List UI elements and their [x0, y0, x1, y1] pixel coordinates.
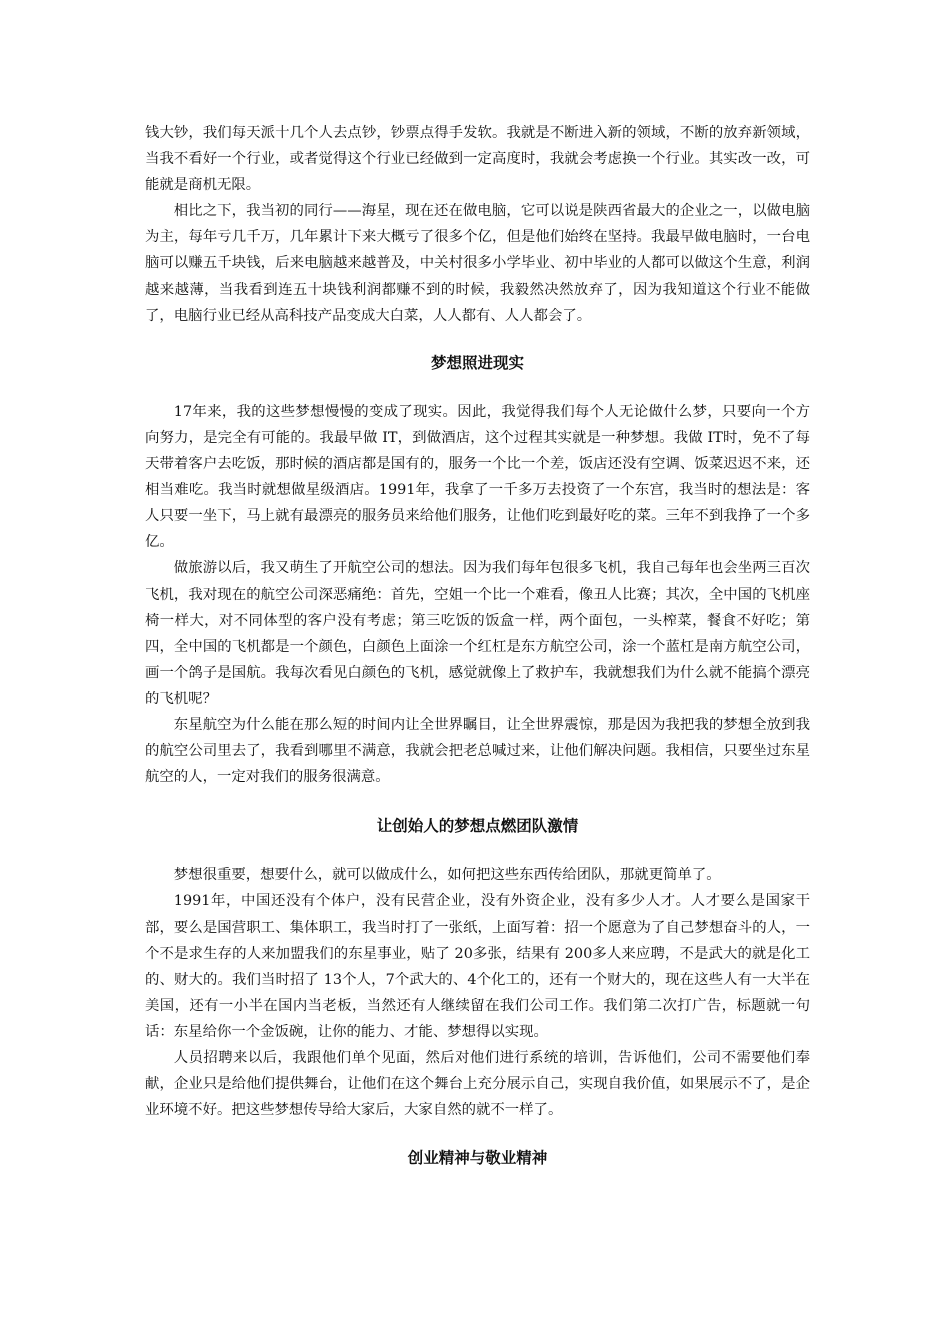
- section2-paragraph-1: 梦想很重要，想要什么，就可以做成什么，如何把这些东西传给团队，那就更简单了。: [173, 867, 721, 884]
- section1-paragraph-1: 17年来，我的这些梦想慢慢的变成了现实。因此，我觉得我们每个人无论做什么梦，只要向一个方向努力，是完全有可能的。我最早做 IT，到做酒店，这个过程其实就是一种梦想。我做 IT时，免不了每天带着客户去吃饭，那时候的酒店都是国有的，服务一个比一个差，饭店还没有空调、饭菜迟迟不来，还相当难吃。我当时就想做星级酒店。1991年，我拿了一千多万去投资了一个东宫，我当时的想法是：客人只要一坐下，马上就有最漂亮的服务员来给他们服务，让他们吃到最好吃的菜。三年不到我挣了一个多亿。: [145, 403, 810, 551]
- section2-paragraph-3: 人员招聘来以后，我跟他们单个见面，然后对他们进行系统的培训，告诉他们，公司不需要他们奉献，企业只是给他们提供舞台，让他们在这个舞台上充分展示自己，实现自我价值，如果展示不了，是企业环境不好。把这些梦想传导给大家后，大家自然的就不一样了。: [145, 1050, 810, 1119]
- section1-paragraph-3: 东星航空为什么能在那么短的时间内让全世界瞩目，让全世界震惊，那是因为我把我的梦想全放到我的航空公司里去了，我看到哪里不满意，我就会把老总喊过来，让他们解决问题。我相信，只要坐过东星航空的人，一定对我们的服务很满意。: [145, 716, 810, 786]
- section1-paragraph-2: 做旅游以后，我又萌生了开航空公司的想法。因为我们每年包很多飞机，我自己每年也会坐两三百次飞机，我对现在的航空公司深恶痛绝：首先，空姐一个比一个难看，像丑人比赛；其次，全中国的飞机座椅一样大，对不同体型的客户没有考虑；第三吃饭的饭盒一样，两个面包，一头榨菜，餐食不好吃；第四，全中国的飞机都是一个颜色，白颜色上面涂一个红杠是东方航空公司，涂一个蓝杠是南方航空公司，画一个鸽子是国航。我每次看见白颜色的飞机，感觉就像上了救护车，我就想我们为什么就不能搞个漂亮的飞机呢？: [145, 560, 810, 707]
- section-heading-entrepreneurship: 创业精神与敬业精神: [407, 1149, 548, 1168]
- intro-paragraph-2: 相比之下，我当初的同行——海星，现在还在做电脑，它可以说是陕西省最大的企业之一，以做电脑为主，每年亏几千万，几年累计下来大概亏了很多个亿，但是他们始终在坚持。我最早做电脑时，一台电脑可以赚五千块钱，后来电脑越来越普及，中关村很多小学毕业、初中毕业的人都可以做这个生意，利润越来越薄，当我看到连五十块钱利润都赚不到的时候，我毅然决然放弃了，因为我知道这个行业不能做了，电脑行业已经从高科技产品变成大白菜，人人都有、人人都会了。: [145, 203, 810, 324]
- section2-paragraph-2: 1991年，中国还没有个体户，没有民营企业，没有外资企业，没有多少人才。人才要么是国家干部，要么是国营职工、集体职工，我当时打了一张纸，上面写着：招一个愿意为了自己梦想奋斗的人，一个不是求生存的人来加盟我们的东星事业，贴了 20多张，结果有 200多人来应聘，不是武大的就是化工的、财大的。我们当时招了 13个人，7个武大的、4个化工的，还有一个财大的，现在这些人有一大半在美国，还有一小半在国内当老板，当然还有人继续留在我们公司工作。我们第二次打广告，标题就一句话：东星给你一个金饭碗，让你的能力、才能、梦想得以实现。: [145, 893, 810, 1040]
- section-heading-dream-reality: 梦想照进现实: [430, 353, 524, 372]
- intro-paragraph-1: 钱大钞，我们每天派十几个人去点钞，钞票点得手发软。我就是不断进入新的领域，不断的放弃新领域，当我不看好一个行业，或者觉得这个行业已经做到一定高度时，我就会考虑换一个行业。其实改一改，可能就是商机无限。: [145, 125, 810, 194]
- section-heading-team-passion: 让创始人的梦想点燃团队激情: [376, 817, 579, 836]
- document-page: [145, 120, 810, 1171]
